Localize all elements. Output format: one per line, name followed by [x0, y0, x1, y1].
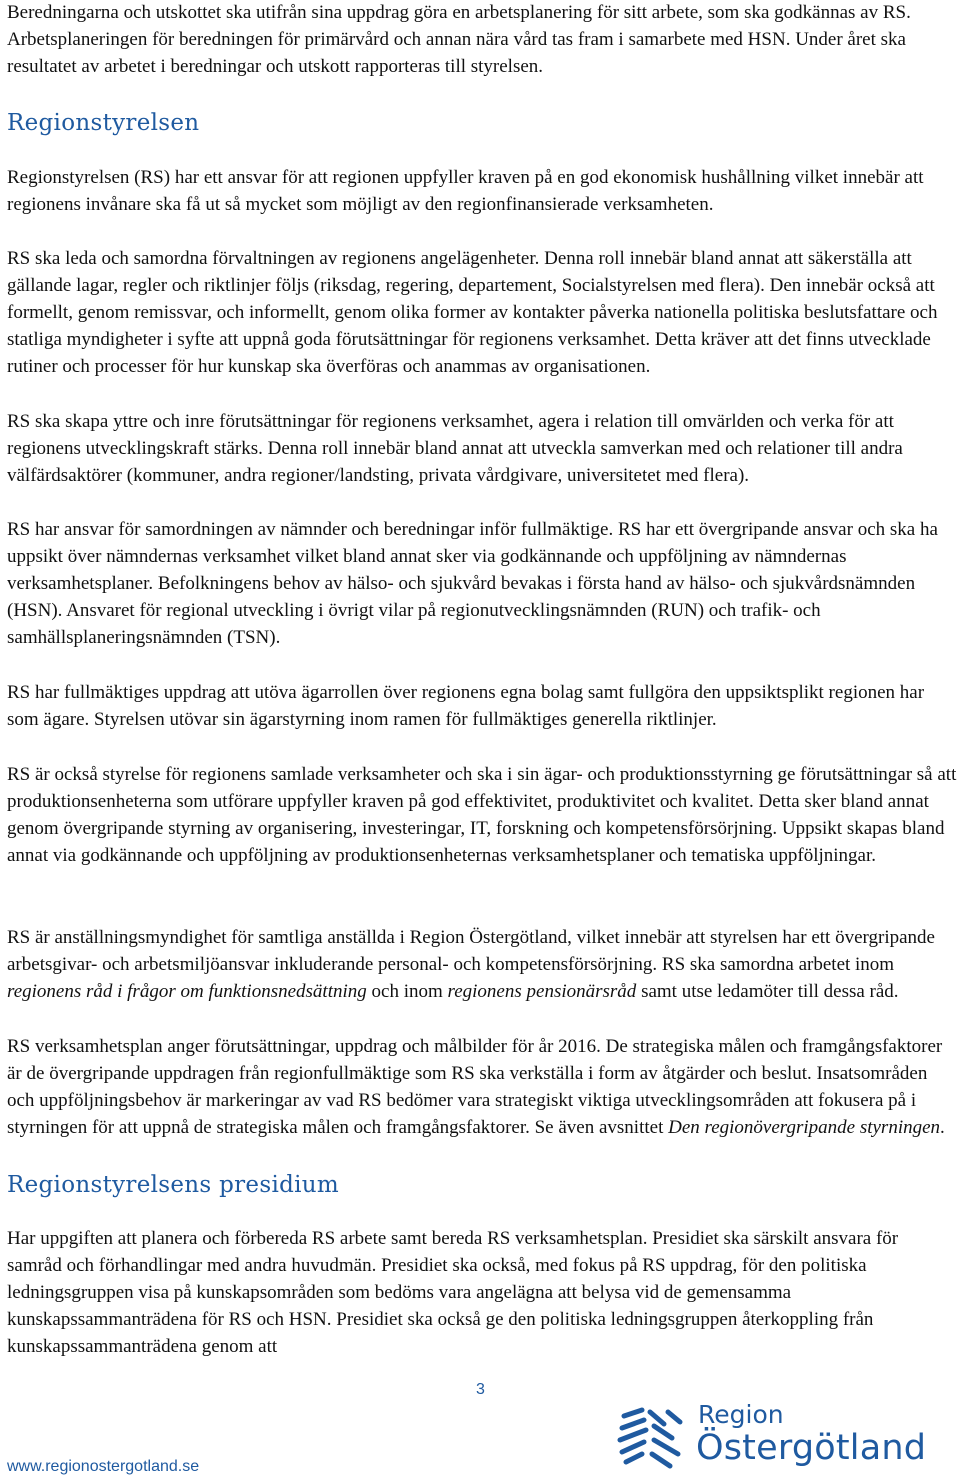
text-segment: samt utse ledamöter till dessa råd. [636, 981, 899, 1002]
paragraph-rs-samordning: RS har ansvar för samordningen av nämnder och beredningar inför fullmäktige. RS har ett övergripande ansvar och ska ha uppsikt över nämndernas verksamhet vilket bland annat sker via godkännande och uppföljning av nämndernas verksamhetsplaner. Befolkningens behov av hälso- och sjukvård bevakas i första hand av hälso- och sjukvårdsnämnden (HSN). Ansvaret för regional utveckling i övrigt vilar på regionutvecklingsnämnden (RUN) och trafik- och samhällsplaneringsnämnden (TSN). [7, 519, 938, 648]
paragraph-rs-ansvar: Regionstyrelsen (RS) har ett ansvar för att regionen uppfyller kraven på en god ekonomisk hushållning vilket innebär att regionens invånare ska få ut så mycket som möjligt av den regionfinansierade verksamheten. [7, 167, 924, 215]
paragraph-rs-agarroll: RS har fullmäktiges uppdrag att utöva ägarrollen över regionens egna bolag samt fullgöra den uppsiktsplikt regionen har som ägare. Styrelsen utövar sin ägarstyrning inom ramen för fullmäktiges generella riktlinjer. [7, 682, 925, 730]
paragraph-rs-styrelse: RS är också styrelse för regionens samlade verksamheter och ska i sin ägar- och produktionsstyrning ge förutsättningar så att produktionsenheterna som utförare uppfyller kraven på god effektivitet, produktivitet och kvalitet. Detta sker bland annat genom övergripande styrning av organisering, investeringar, IT, forskning och kompetensförsörjning. Uppsikt skapas bland annat via godkännande och uppföljning av produktionsenheternas verksamhetsplaner och tematiska uppföljningar. [7, 764, 957, 866]
paragraph-rs-anstallning [7, 924, 957, 1005]
text-segment: RS är anställningsmyndighet för samtliga anställda i Region Östergötland, vilket innebär att styrelsen har ett övergripande arbetsgivar- och arbetsmiljöansvar inkluderande personal- och kompetensförsörjning. RS ska samordna arbetet inom [7, 927, 935, 975]
paragraph-rs-skapa: RS ska skapa yttre och inre förutsättningar för regionens verksamhet, agera i relation till omvärlden och verka för att regionens utvecklingskraft stärks. Denna roll innebär bland annat att utveckla samverkan med och relationer till andra välfärdsaktörer (kommuner, andra regioner/landsting, privata vårdgivare, universitetet med flera). [7, 411, 903, 486]
logo-text-ostergotland: Östergötland [696, 1428, 927, 1468]
region-ostergotland-logo [614, 1400, 954, 1472]
paragraph-rs-leda: RS ska leda och samordna förvaltningen av regionens angelägenheter. Denna roll innebär bland annat att säkerställa att gällande lagar, regler och riktlinjer följs (riksdag, regering, departement, Socialstyrelsen med flera). Den innebär också att formellt, genom remissvar, och informellt, genom olika former av kontakter påverka nationella politiska beslutsfattare och statliga myndigheter i syfte att uppnå goda förutsättningar för regionens verksamhet. Detta kräver att det finns utvecklade rutiner och processer för hur kunskap ska överföras och anammas av organisationen. [7, 248, 938, 377]
section-heading-presidium: Regionstyrelsens presidium [7, 1172, 340, 1198]
footer-url: www.regionostergotland.se [7, 1458, 200, 1475]
italic-reference: regionens pensionärsråd [447, 981, 637, 1002]
page-number: 3 [476, 1381, 485, 1398]
section-heading-regionstyrelsen: Regionstyrelsen [7, 110, 200, 136]
paragraph-rs-verksamhetsplan [7, 1033, 957, 1141]
paragraph-presidium: Har uppgiften att planera och förbereda RS arbete samt bereda RS verksamhetsplan. Presidiet ska särskilt ansvara för samråd och förhandlingar med andra huvudmän. Presidiet ska också, med fokus på RS uppdrag, för den politiska ledningsgruppen visa på kunskapsområden som bedöms vara angelägna att belysa vid de gemensamma kunskapssammanträdena för RS och HSN. Presidiet ska också ge den politiska ledningsgruppen återkoppling från kunskapssammanträdena genom att [7, 1228, 899, 1357]
italic-reference: Den regionövergripande styrningen [668, 1117, 941, 1138]
text-segment: och inom [366, 981, 448, 1002]
text-segment: . [940, 1117, 945, 1138]
intro-paragraph: Beredningarna och utskottet ska utifrån sina uppdrag göra en arbetsplanering för sitt arbete, som ska godkännas av RS. Arbetsplaneringen för beredningen för primärvård och annan nära vård tas fram i samarbete med HSN. Under året ska resultatet av arbetet i beredningar och utskott rapporteras till styrelsen. [7, 2, 911, 77]
italic-reference: regionens råd i frågor om funktionsnedsättning [7, 981, 367, 1002]
text-segment: RS verksamhetsplan anger förutsättningar, uppdrag och målbilder för år 2016. De strategiska målen och framgångsfaktorer är de övergripande uppdragen från regionfullmäktige som RS ska verkställa i form av åtgärder och beslut. Insatsområden och uppföljningsbehov är markeringar av vad RS bedömer vara strategiskt viktiga utvecklingsområden att fokusera på i styrningen för att uppnå de strategiska målen och framgångsfaktorer. Se även avsnittet [7, 1036, 943, 1138]
logo-text-region: Region [698, 1400, 784, 1429]
logo-emblem-icon [614, 1402, 688, 1472]
